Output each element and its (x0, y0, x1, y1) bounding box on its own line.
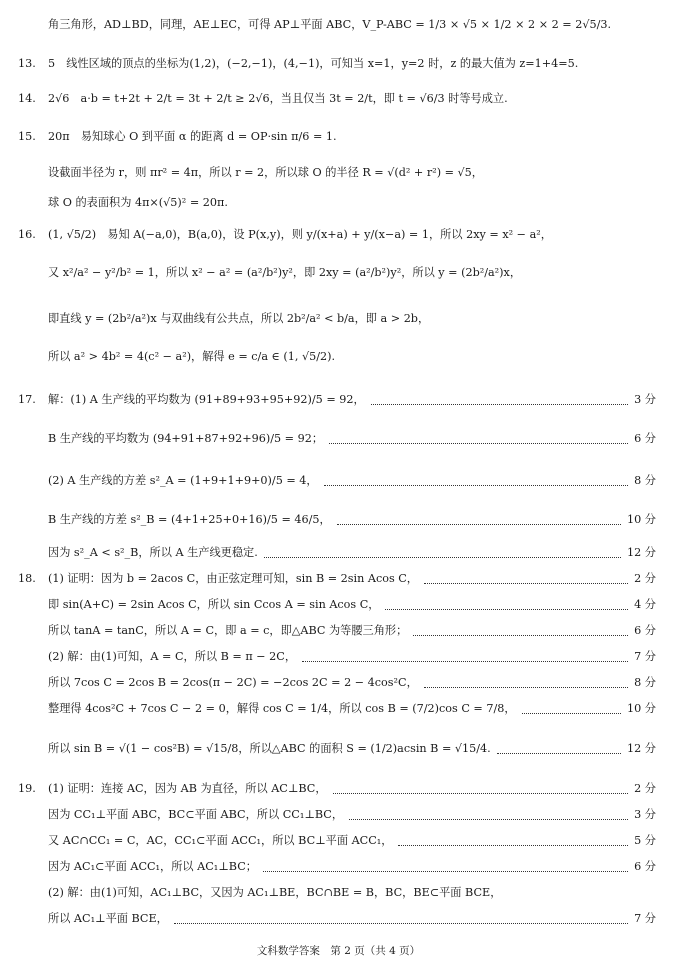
dot-leader (337, 516, 621, 525)
question-number: 17. (18, 393, 36, 406)
score-points: 7 分 (634, 650, 656, 663)
dot-leader (333, 785, 629, 794)
answer-line (48, 432, 656, 446)
answer-text: 所以 sin B = √(1 − cos²B) = √15/8，所以△ABC 的面积 S = (1/2)acsin B = √15/4. (48, 742, 491, 755)
score-points: 2 分 (634, 572, 656, 585)
answer-line (48, 782, 656, 796)
answer-text: 因为 CC₁⊥平面 ABC，BC⊂平面 ABC，所以 CC₁⊥BC， (48, 808, 344, 821)
answer-line (48, 474, 656, 488)
dot-leader (497, 745, 621, 754)
dot-leader (349, 811, 628, 820)
answer-text: 所以 7cos C = 2cos B = 2cos(π − 2C) = −2cos 2C = 2 − 4cos²C， (48, 676, 418, 689)
answer-text: (1) 证明：连接 AC，因为 AB 为直径，所以 AC⊥BC， (48, 782, 327, 795)
answer-text: B 生产线的平均数为 (94+91+87+92+96)/5 = 92； (48, 432, 324, 445)
answer-line (48, 808, 656, 822)
answer-line (48, 546, 656, 560)
score-points: 4 分 (634, 598, 656, 611)
answer-line (48, 598, 656, 612)
score-points: 12 分 (627, 742, 656, 755)
dot-leader (424, 575, 628, 584)
answer-text: 20π 易知球心 O 到平面 α 的距离 d = OP·sin π/6 = 1. (48, 130, 337, 143)
score-points: 12 分 (627, 546, 656, 559)
answer-text: 5 线性区域的顶点的坐标为(1,2)，(−2,−1)，(4,−1)，可知当 x=1，y=2 时，z 的最大值为 z=1+4=5. (48, 57, 579, 70)
dot-leader (324, 477, 629, 486)
answer-line (48, 624, 656, 638)
answer-text: 整理得 4cos²C + 7cos C − 2 = 0，解得 cos C = 1/4，所以 cos B = (7/2)cos C = 7/8， (48, 702, 516, 715)
dot-leader (174, 915, 628, 924)
dot-leader (302, 653, 628, 662)
answer-text: 因为 s²_A < s²_B，所以 A 生产线更稳定. (48, 546, 258, 559)
answer-line (48, 702, 656, 716)
dot-leader (263, 863, 628, 872)
score-points: 8 分 (634, 676, 656, 689)
dot-leader (522, 705, 621, 714)
answer-line (48, 650, 656, 664)
score-points: 3 分 (634, 808, 656, 821)
dot-leader (424, 679, 628, 688)
score-points: 6 分 (634, 624, 656, 637)
question-number: 19. (18, 782, 36, 795)
page-footer: 文科数学答案 第 2 页（共 4 页） (256, 945, 421, 957)
score-points: 6 分 (634, 860, 656, 873)
answer-line (48, 130, 656, 144)
answer-line (48, 228, 656, 242)
answer-line (48, 572, 656, 586)
dot-leader (385, 601, 628, 610)
score-points: 10 分 (627, 513, 656, 526)
answer-text: (2) A 生产线的方差 s²_A = (1+9+1+9+0)/5 = 4， (48, 474, 318, 487)
answer-line (48, 57, 656, 71)
answer-text: 又 x²/a² − y²/b² = 1，所以 x² − a² = (a²/b²)y²，即 2xy = (a²/b²)y²，所以 y = (2b²/a²)x， (48, 266, 522, 279)
answer-line (48, 834, 656, 848)
dot-leader (329, 435, 628, 444)
question-number: 16. (18, 228, 36, 241)
answer-text: 角三角形，AD⊥BD，同理，AE⊥EC，可得 AP⊥平面 ABC，V_P-ABC = 1/3 × √5 × 1/2 × 2 × 2 = 2√5/3. (48, 18, 612, 31)
score-points: 8 分 (634, 474, 656, 487)
answer-line (48, 860, 656, 874)
answer-line (48, 886, 656, 900)
answer-text: 所以 AC₁⊥平面 BCE， (48, 912, 168, 925)
answer-text: 设截面半径为 r，则 πr² = 4π，所以 r = 2，所以球 O 的半径 R = √(d² + r²) = √5， (48, 166, 483, 179)
answer-line (48, 18, 656, 32)
answer-text: (2) 解：由(1)可知，AC₁⊥BC，又因为 AC₁⊥BE，BC∩BE = B，BC，BE⊂平面 BCE， (48, 886, 502, 899)
answer-text: 即 sin(A+C) = 2sin Acos C，所以 sin Ccos A = sin Acos C， (48, 598, 380, 611)
question-number: 13. (18, 57, 36, 70)
question-number: 15. (18, 130, 36, 143)
question-number: 18. (18, 572, 36, 585)
answer-line (48, 196, 656, 210)
score-points: 6 分 (634, 432, 656, 445)
answer-line (48, 92, 656, 106)
answer-text: 即直线 y = (2b²/a²)x 与双曲线有公共点，所以 2b²/a² < b/a，即 a > 2b， (48, 312, 430, 325)
dot-leader (398, 837, 628, 846)
dot-leader (264, 549, 621, 558)
answer-text: 所以 a² > 4b² = 4(c² − a²)，解得 e = c/a ∈ (1, √5/2). (48, 350, 336, 363)
answer-text: (2) 解：由(1)可知，A = C，所以 B = π − 2C， (48, 650, 297, 663)
answer-line (48, 676, 656, 690)
answer-text: 所以 tanA = tanC，所以 A = C，即 a = c，即△ABC 为等腰三角形； (48, 624, 408, 637)
answer-text: 又 AC∩CC₁ = C，AC，CC₁⊂平面 ACC₁，所以 BC⊥平面 ACC₁， (48, 834, 393, 847)
answer-text: B 生产线的方差 s²_B = (4+1+25+0+16)/5 = 46/5， (48, 513, 331, 526)
dot-leader (371, 396, 628, 405)
answer-line (48, 312, 656, 326)
score-points: 7 分 (634, 912, 656, 925)
score-points: 10 分 (627, 702, 656, 715)
answer-line (48, 393, 656, 407)
answer-line (48, 166, 656, 180)
answer-text: (1) 证明：因为 b = 2acos C，由正弦定理可知，sin B = 2sin Acos C， (48, 572, 418, 585)
answer-line (48, 912, 656, 926)
answer-text: 解：(1) A 生产线的平均数为 (91+89+93+95+92)/5 = 92， (48, 393, 365, 406)
answer-text: 球 O 的表面积为 4π×(√5)² = 20π. (48, 196, 228, 209)
answer-line (48, 350, 656, 364)
answer-line (48, 513, 656, 527)
score-points: 3 分 (634, 393, 656, 406)
answer-text: 因为 AC₁⊂平面 ACC₁，所以 AC₁⊥BC； (48, 860, 257, 873)
question-number: 14. (18, 92, 36, 105)
answer-text: (1, √5/2) 易知 A(−a,0)，B(a,0)，设 P(x,y)，则 y/(x+a) + y/(x−a) = 1，所以 2xy = x² − a²， (48, 228, 552, 241)
score-points: 5 分 (634, 834, 656, 847)
dot-leader (413, 627, 628, 636)
answer-line (48, 742, 656, 756)
score-points: 2 分 (634, 782, 656, 795)
answer-line (48, 266, 656, 280)
answer-text: 2√6 a·b = t+2t + 2/t = 3t + 2/t ≥ 2√6，当且仅当 3t = 2/t，即 t = √6/3 时等号成立. (48, 92, 508, 105)
